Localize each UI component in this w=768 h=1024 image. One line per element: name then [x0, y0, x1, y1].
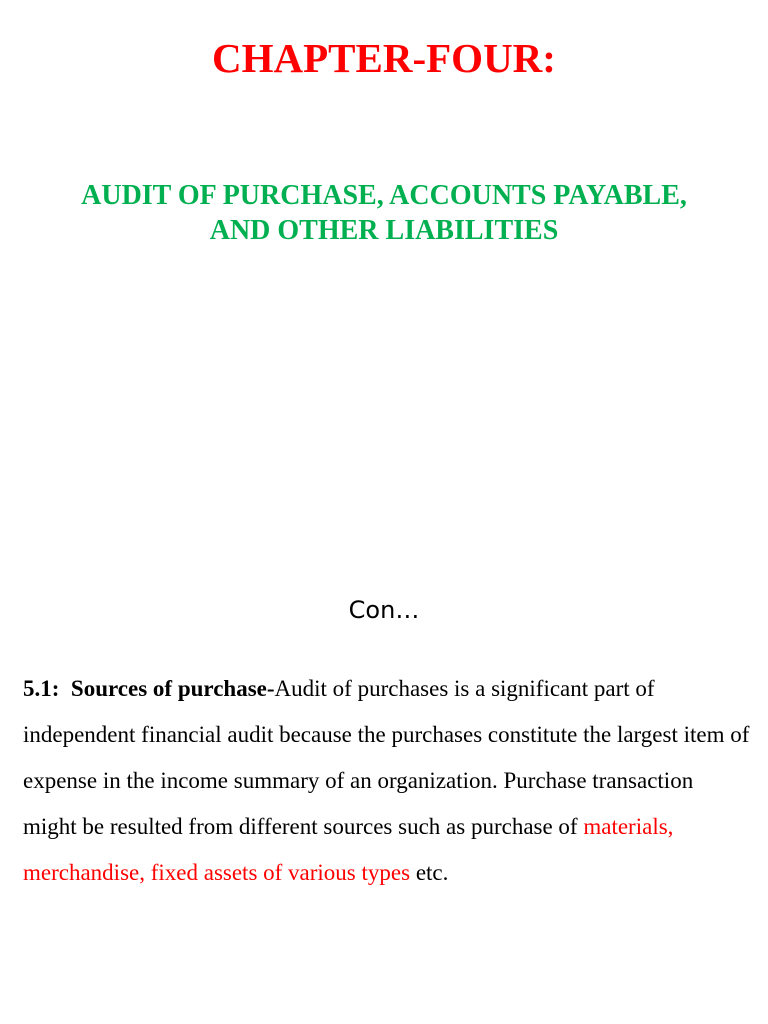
section-number: 5.1:	[23, 676, 60, 701]
paragraph-text-2: etc.	[410, 860, 449, 885]
slide-content	[0, 576, 768, 1024]
section-title: Sources of purchase-	[70, 676, 275, 701]
paragraph-text-1: Audit of purchases is a significant part of independent financial audit because the purchases constitute the largest item of expense in the income summary of an organization. Purchase transaction might be resulted from different sources such as purchase of	[23, 676, 750, 839]
chapter-title: CHAPTER-FOUR:	[212, 35, 556, 81]
subtitle-line-1: AUDIT OF PURCHASE, ACCOUNTS PAYABLE,	[81, 180, 687, 211]
subtitle-line-2: AND OTHER LIABILITIES	[209, 215, 559, 246]
chapter-subtitle	[20, 178, 748, 248]
section-paragraph	[23, 666, 751, 896]
slide-heading: Con…	[348, 596, 420, 624]
highlighted-text: materials, merchandise, fixed assets of various types	[23, 814, 674, 885]
